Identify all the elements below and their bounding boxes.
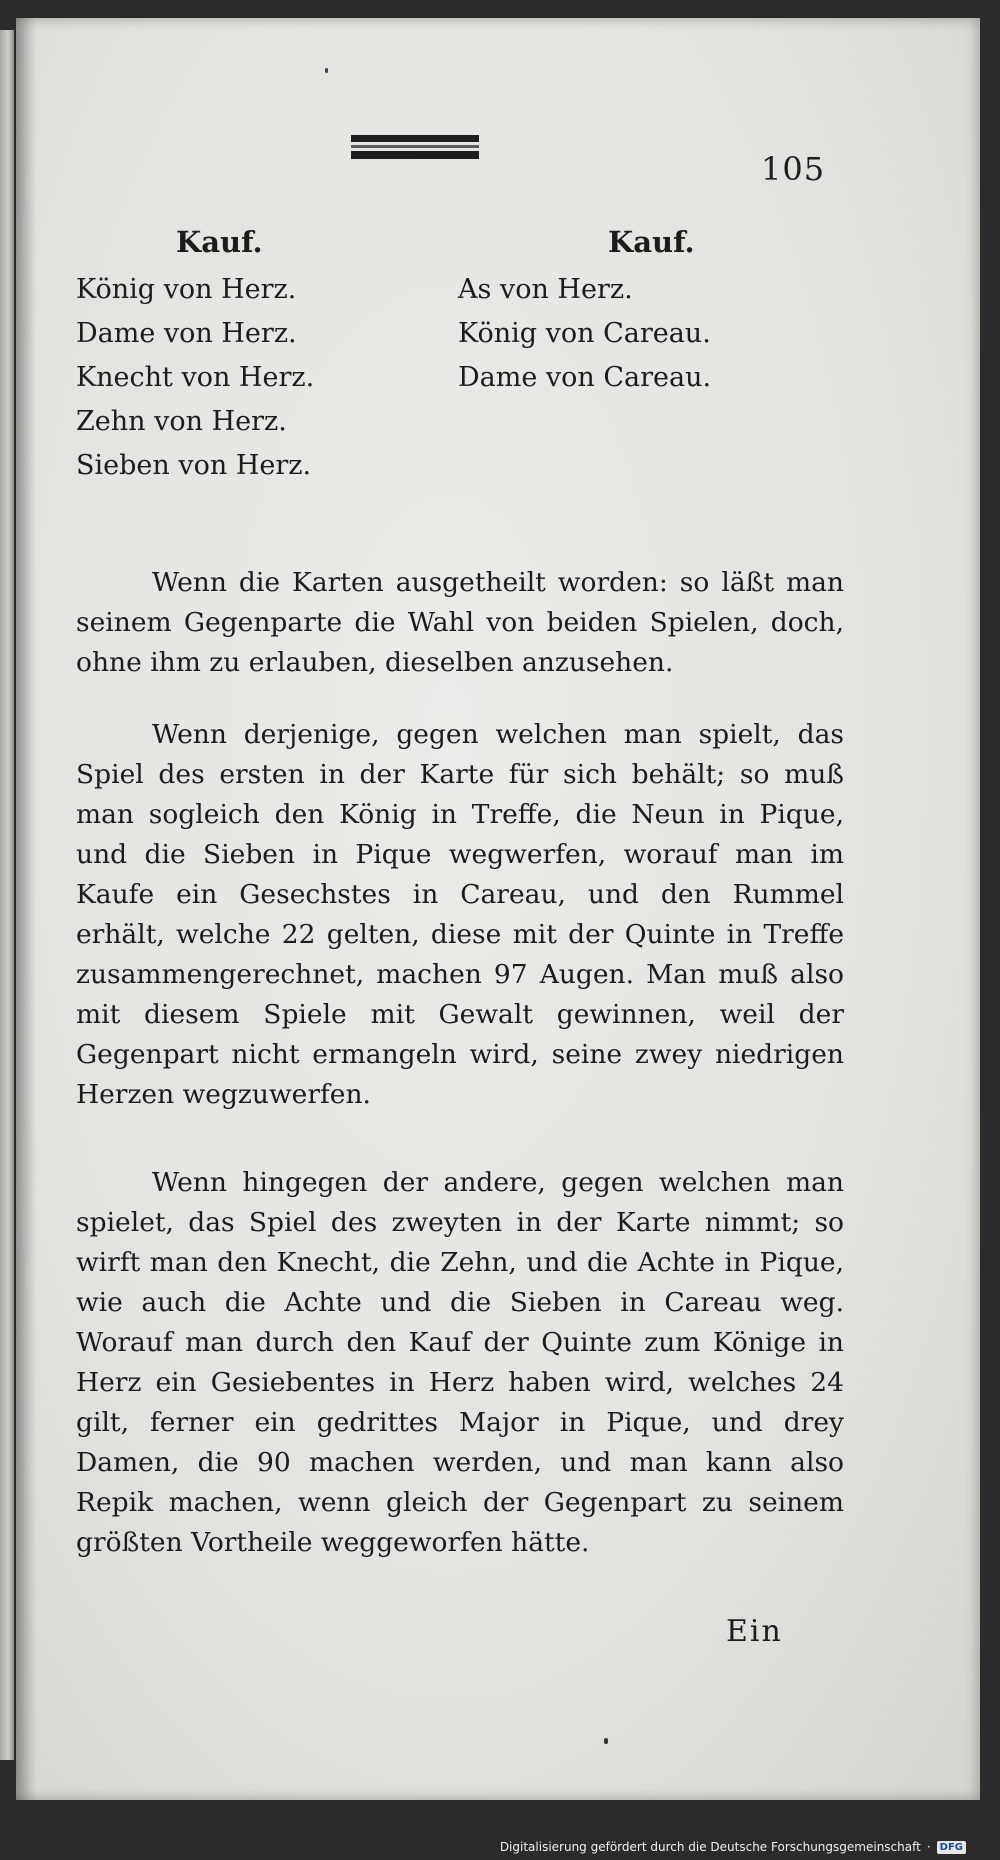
- ink-speck: [604, 1738, 608, 1744]
- page-number: 105: [761, 150, 826, 188]
- binding-shadow: [16, 18, 36, 1800]
- list-item: Knecht von Herz.: [76, 362, 315, 393]
- ink-speck: [325, 68, 328, 73]
- paragraph: Wenn derjenige, gegen welchen man spielt, das Spiel des ersten in der Karte für sich behält; so muß man sogleich den König in Treffe, die Neun in Pique, und die Sieben in Pique wegwerfen, worauf man im Kaufe ein Gesechstes in Careau, und den Rummel erhält, welche 22 gelten, diese mit der Quinte in Treffe zusammengerechnet, machen 97 Augen. Man muß also mit diesem Spiele mit Gewalt gewinnen, weil der Gegenpart nicht ermangeln wird, seine zwey niedrigen Herzen wegzuwerfen.: [76, 719, 844, 1110]
- digitization-credit: Digitalisierung gefördert durch die Deutsche Forschungsgemeinschaft · DFG: [500, 1838, 966, 1856]
- paragraph: Wenn hingegen der andere, gegen welchen man spielet, das Spiel des zweyten in der Karte nimmt; so wirft man den Knecht, die Zehn, und die Achte in Pique, wie auch die Achte und die Sieben in Careau weg. Worauf man durch den Kauf der Quinte zum Könige in Herz ein Gesiebentes in Herz haben wird, welches 24 gilt, ferner ein gedrittes Major in Pique, und drey Damen, die 90 machen werden, und man kann also Repik machen, wenn gleich der Gegenpart zu seinem größten Vortheile weggeworfen hätte.: [76, 1167, 844, 1558]
- body-text: [76, 563, 844, 1563]
- credit-text: Digitalisierung gefördert durch die Deutsche Forschungsgemeinschaft: [499, 1840, 921, 1854]
- list-item: König von Herz.: [76, 274, 297, 305]
- list-item: Dame von Careau.: [458, 362, 712, 393]
- right-column: [458, 216, 798, 400]
- right-column-heading: Kauf.: [608, 225, 695, 259]
- left-column-heading: Kauf.: [176, 225, 263, 259]
- list-item: Dame von Herz.: [76, 318, 297, 349]
- dfg-logo-icon: DFG: [937, 1841, 966, 1854]
- left-column: [76, 216, 416, 488]
- left-page-edge: [0, 30, 14, 1760]
- header-ornament: [351, 135, 479, 159]
- list-item: Sieben von Herz.: [76, 450, 312, 481]
- list-item: König von Careau.: [458, 318, 711, 349]
- book-page: [16, 18, 980, 1800]
- paragraph: Wenn die Karten ausgetheilt worden: so läßt man seinem Gegenparte die Wahl von beiden Spielen, doch, ohne ihm zu erlauben, dieselben anzusehen.: [76, 567, 844, 678]
- list-item: Zehn von Herz.: [76, 406, 287, 437]
- list-item: As von Herz.: [458, 274, 633, 305]
- catchword: Ein: [726, 1614, 783, 1649]
